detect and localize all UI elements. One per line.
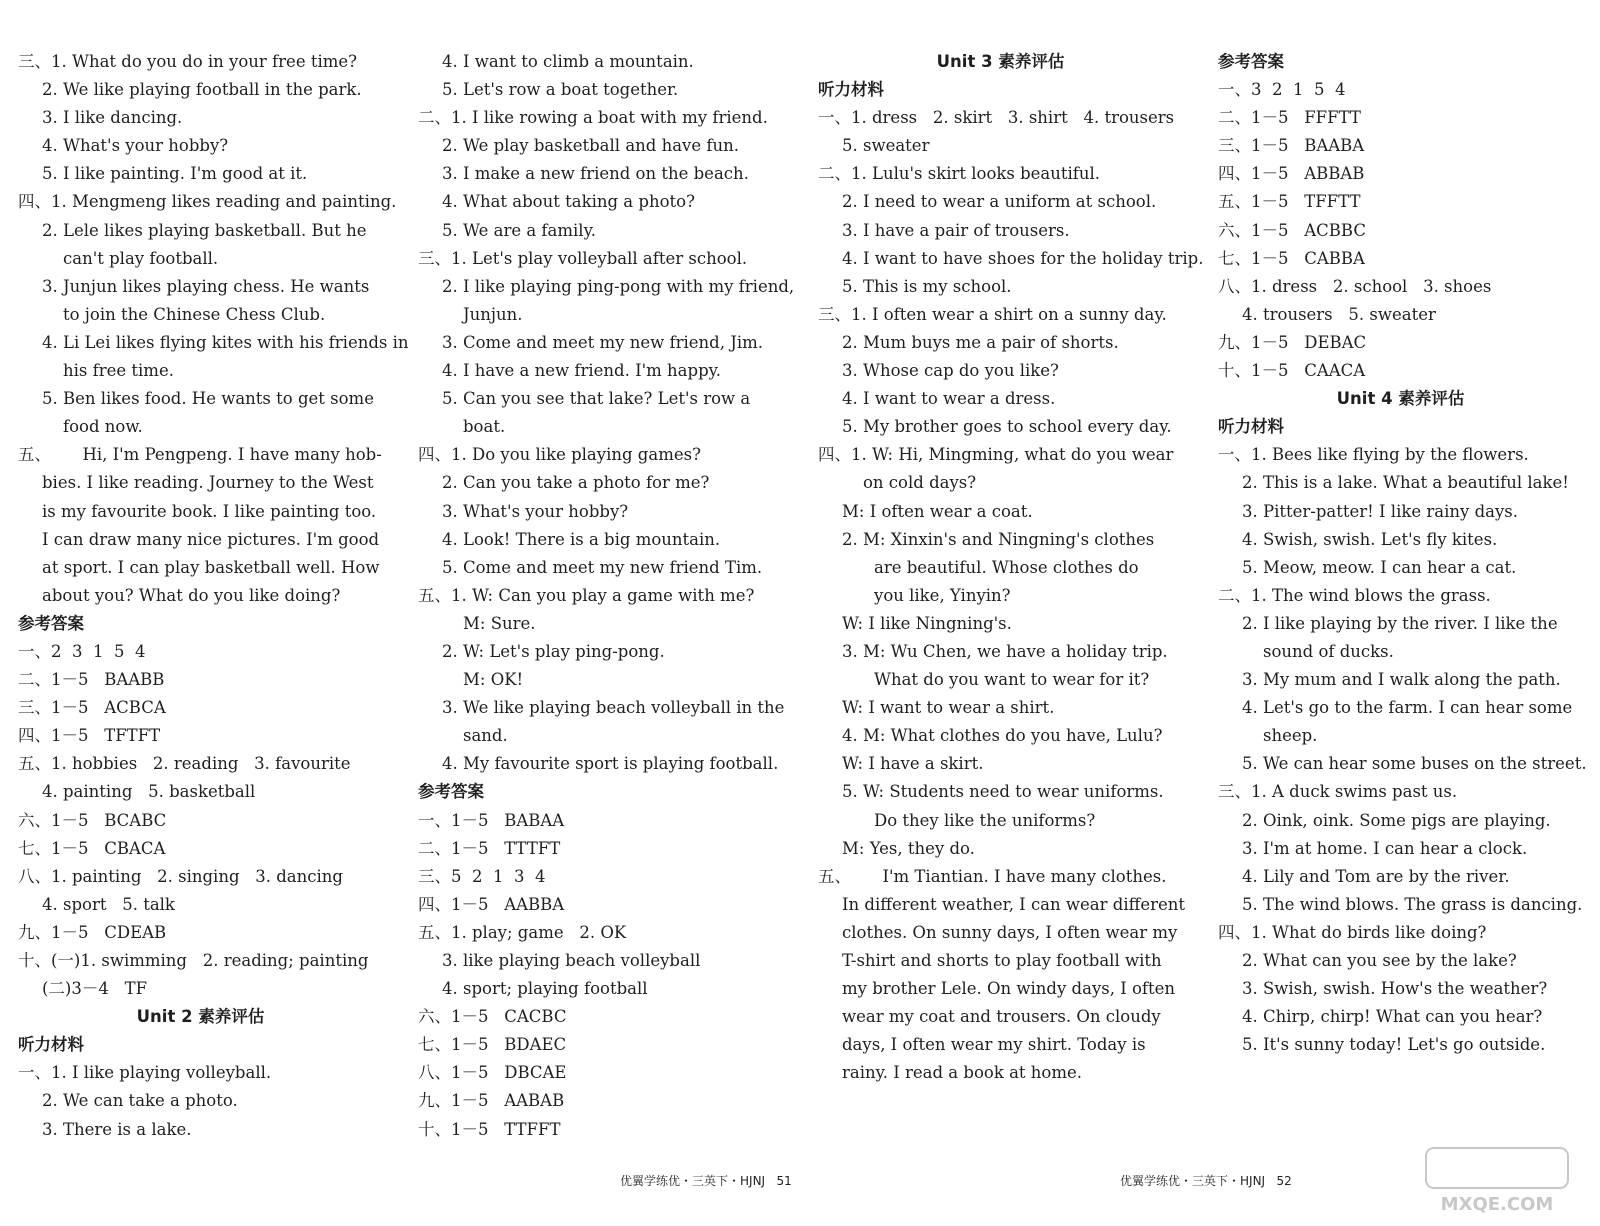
text-line: 5. We are a family. xyxy=(442,220,596,240)
text-line: M: Yes, they do. xyxy=(842,838,975,858)
page-footer-left: 优翼学练优・三英下・HJNJ 51 xyxy=(620,1174,792,1188)
text-line: 四、1. Mengmeng likes reading and painting. xyxy=(18,192,397,212)
text-line: In different weather, I can wear different xyxy=(842,894,1185,914)
text-line: 三、1. Let's play volleyball after school. xyxy=(418,248,748,268)
text-line: 4. What's your hobby? xyxy=(42,136,229,156)
text-line: sand. xyxy=(463,726,508,746)
text-line: 2. Oink, oink. Some pigs are playing. xyxy=(1242,810,1551,830)
text-line: What do you want to wear for it? xyxy=(874,670,1150,690)
text-line: M: OK! xyxy=(463,670,524,690)
text-line: about you? What do you like doing? xyxy=(42,585,341,605)
text-line: 5. sweater xyxy=(842,136,930,156)
text-line: 九、1－5 DEBAC xyxy=(1218,332,1367,352)
text-line: 三、1. A duck swims past us. xyxy=(1218,782,1458,802)
text-line: 5. Meow, meow. I can hear a cat. xyxy=(1242,557,1517,577)
text-line: 三、1－5 ACBCA xyxy=(18,698,166,718)
text-line: wear my coat and trousers. On cloudy xyxy=(842,1007,1161,1027)
section-heading: Unit 3 素养评估 xyxy=(936,52,1065,71)
text-line: 2. We can take a photo. xyxy=(42,1091,238,1111)
watermark-text: MXQE.COM xyxy=(1440,1194,1554,1215)
text-line: 七、1－5 CABBA xyxy=(1218,248,1365,268)
text-line: 二、1. The wind blows the grass. xyxy=(1218,585,1491,605)
text-line: 八、1. painting 2. singing 3. dancing xyxy=(18,866,343,886)
text-line: 一、1. dress 2. skirt 3. shirt 4. trousers xyxy=(818,108,1175,128)
text-line: 3. What's your hobby? xyxy=(442,501,629,521)
text-line: 4. sport 5. talk xyxy=(42,894,175,914)
text-line: 十、1－5 TTFFT xyxy=(418,1119,561,1139)
text-line: at sport. I can play basketball well. How xyxy=(42,557,380,577)
text-line: 2. Can you take a photo for me? xyxy=(442,473,710,493)
text-line: 4. Li Lei likes flying kites with his friends in xyxy=(42,332,409,352)
text-line: 5. Can you see that lake? Let's row a xyxy=(442,389,751,409)
text-line: 六、1－5 BCABC xyxy=(18,810,167,830)
text-line: 4. I want to climb a mountain. xyxy=(442,52,694,71)
text-line: food now. xyxy=(63,417,143,437)
text-line: 四、1. What do birds like doing? xyxy=(1218,922,1487,942)
text-line: 五、1. W: Can you play a game with me? xyxy=(418,585,755,605)
text-line: 八、1－5 DBCAE xyxy=(418,1063,567,1083)
text-line: 3. We like playing beach volleyball in the xyxy=(442,698,785,718)
text-line: 3. Come and meet my new friend, Jim. xyxy=(442,332,763,352)
section-heading: 听力材料 xyxy=(1218,417,1284,437)
text-line: his free time. xyxy=(63,361,174,381)
text-line: 2. We like playing football in the park. xyxy=(42,80,362,100)
text-line: days, I often wear my shirt. Today is xyxy=(842,1035,1146,1055)
text-line: 4. What about taking a photo? xyxy=(442,192,695,212)
text-line: 5. I like painting. I'm good at it. xyxy=(42,164,308,184)
text-line: 三、1. What do you do in your free time? xyxy=(18,52,357,71)
text-line: you like, Yinyin? xyxy=(874,585,1011,605)
text-line: 三、1. I often wear a shirt on a sunny day. xyxy=(818,304,1167,324)
text-line: 2. Mum buys me a pair of shorts. xyxy=(842,332,1119,352)
text-line: 五、1. hobbies 2. reading 3. favourite xyxy=(18,754,351,774)
text-line: 八、1. dress 2. school 3. shoes xyxy=(1218,276,1492,296)
text-line: 2. We play basketball and have fun. xyxy=(442,136,739,156)
text-line: clothes. On sunny days, I often wear my xyxy=(842,922,1178,942)
column-3 xyxy=(818,48,1204,1087)
text-line: Junjun. xyxy=(463,304,523,324)
text-line: 十、1－5 CAACA xyxy=(1218,361,1366,381)
text-line: 六、1－5 ACBBC xyxy=(1218,220,1366,240)
text-line: W: I like Ningning's. xyxy=(842,613,1012,633)
text-line: 4. My favourite sport is playing football. xyxy=(442,754,779,774)
text-line: my brother Lele. On windy days, I often xyxy=(842,979,1176,999)
text-line: 九、1－5 AABAB xyxy=(418,1091,565,1111)
text-line: 三、1－5 BAABA xyxy=(1218,136,1365,156)
text-line: M: Sure. xyxy=(463,613,536,633)
text-line: are beautiful. Whose clothes do xyxy=(874,557,1139,577)
text-line: 二、1. I like rowing a boat with my friend. xyxy=(418,108,768,128)
text-line: 3. There is a lake. xyxy=(42,1119,192,1139)
page-footer-right: 优翼学练优・三英下・HJNJ 52 xyxy=(1120,1174,1292,1188)
text-line: 3. I make a new friend on the beach. xyxy=(442,164,749,184)
section-heading: 参考答案 xyxy=(418,782,484,802)
text-line: 一、3 2 1 5 4 xyxy=(1218,80,1346,100)
text-line: 二、1－5 BAABB xyxy=(18,670,165,690)
text-line: 3. I'm at home. I can hear a clock. xyxy=(1242,838,1528,858)
text-line: 3. Swish, swish. How's the weather? xyxy=(1242,979,1548,999)
text-line: 一、1－5 BABAA xyxy=(418,810,565,830)
text-line: is my favourite book. I like painting too. xyxy=(42,501,377,521)
text-line: 五、 I'm Tiantian. I have many clothes. xyxy=(818,866,1167,886)
text-line: 2. I like playing ping-pong with my friend, xyxy=(442,276,795,296)
text-line: 3. like playing beach volleyball xyxy=(442,951,701,970)
text-line: 2. This is a lake. What a beautiful lake! xyxy=(1242,473,1569,493)
text-line: 二、1－5 FFFTT xyxy=(1218,108,1361,128)
text-line: 5. The wind blows. The grass is dancing. xyxy=(1242,894,1583,914)
text-line: 四、1－5 AABBA xyxy=(418,894,565,914)
text-line: 4. I have a new friend. I'm happy. xyxy=(442,361,722,381)
column-1 xyxy=(18,48,409,1144)
text-line: 一、2 3 1 5 4 xyxy=(18,641,146,661)
text-line: 2. W: Let's play ping-pong. xyxy=(442,641,665,661)
text-line: 2. I need to wear a uniform at school. xyxy=(842,192,1157,212)
text-line: 四、1－5 TFTFT xyxy=(18,726,161,746)
text-line: 5. It's sunny today! Let's go outside. xyxy=(1242,1035,1546,1055)
text-line: W: I want to wear a shirt. xyxy=(842,698,1055,718)
text-line: 二、1. Lulu's skirt looks beautiful. xyxy=(818,164,1101,184)
text-line: 4. painting 5. basketball xyxy=(42,782,256,802)
text-line: 四、1. Do you like playing games? xyxy=(418,445,701,465)
text-line: 七、1－5 BDAEC xyxy=(418,1035,567,1055)
text-line: 十、(一)1. swimming 2. reading; painting xyxy=(18,951,369,970)
text-line: 4. I want to wear a dress. xyxy=(842,389,1056,409)
text-line: boat. xyxy=(463,417,506,437)
text-line: sheep. xyxy=(1263,726,1318,746)
section-heading: 听力材料 xyxy=(818,80,884,100)
text-line: to join the Chinese Chess Club. xyxy=(63,304,326,324)
text-line: 4. Lily and Tom are by the river. xyxy=(1242,866,1510,886)
text-line: 三、5 2 1 3 4 xyxy=(418,866,546,886)
text-line: 4. trousers 5. sweater xyxy=(1242,304,1436,324)
section-heading: 参考答案 xyxy=(1218,52,1284,71)
section-heading: Unit 2 素养评估 xyxy=(136,1007,265,1027)
text-line: T-shirt and shorts to play football with xyxy=(842,951,1162,970)
text-line: 4. I want to have shoes for the holiday trip. xyxy=(842,248,1204,268)
text-line: 3. Pitter-patter! I like rainy days. xyxy=(1242,501,1518,521)
text-line: 4. Swish, swish. Let's fly kites. xyxy=(1242,529,1498,549)
text-line: 一、1. I like playing volleyball. xyxy=(18,1063,272,1083)
text-line: 5. Ben likes food. He wants to get some xyxy=(42,389,374,409)
text-line: 5. This is my school. xyxy=(842,276,1012,296)
section-heading: 听力材料 xyxy=(18,1035,84,1055)
text-line: 3. I have a pair of trousers. xyxy=(842,220,1070,240)
watermark-logo xyxy=(1422,1142,1572,1216)
text-line: 四、1. W: Hi, Mingming, what do you wear xyxy=(818,445,1174,465)
section-heading: 参考答案 xyxy=(18,613,84,633)
text-line: 3. Junjun likes playing chess. He wants xyxy=(42,276,370,296)
column-2 xyxy=(418,48,795,1144)
text-line: 九、1－5 CDEAB xyxy=(18,922,167,942)
text-line: 一、1. Bees like flying by the flowers. xyxy=(1218,445,1529,465)
text-line: 5. W: Students need to wear uniforms. xyxy=(842,782,1164,802)
text-line: 2. M: Xinxin's and Ningning's clothes xyxy=(842,529,1155,549)
text-line: rainy. I read a book at home. xyxy=(842,1063,1082,1083)
text-line: 5. Let's row a boat together. xyxy=(442,80,679,100)
text-line: 3. My mum and I walk along the path. xyxy=(1242,670,1561,690)
text-line: 4. sport; playing football xyxy=(442,979,648,999)
text-line: 3. Whose cap do you like? xyxy=(842,361,1059,381)
text-line: (二)3－4 TF xyxy=(42,979,148,999)
text-line: I can draw many nice pictures. I'm good xyxy=(42,529,380,549)
text-line: 五、1－5 TFFTT xyxy=(1218,192,1361,212)
text-line: 4. Let's go to the farm. I can hear some xyxy=(1242,698,1573,718)
text-line: 七、1－5 CBACA xyxy=(18,838,166,858)
text-line: 3. M: Wu Chen, we have a holiday trip. xyxy=(842,641,1168,661)
column-4 xyxy=(1218,48,1587,1059)
text-line: bies. I like reading. Journey to the West xyxy=(42,473,374,493)
text-line: on cold days? xyxy=(863,473,977,493)
text-line: 4. Look! There is a big mountain. xyxy=(442,529,721,549)
text-line: 5. We can hear some buses on the street. xyxy=(1242,754,1587,774)
text-line: 4. Chirp, chirp! What can you hear? xyxy=(1242,1007,1543,1027)
text-line: 五、 Hi, I'm Pengpeng. I have many hob- xyxy=(18,445,382,465)
text-line: 四、1－5 ABBAB xyxy=(1218,164,1365,184)
text-line: 3. I like dancing. xyxy=(42,108,183,128)
text-line: M: I often wear a coat. xyxy=(842,501,1033,521)
text-line: W: I have a skirt. xyxy=(842,754,984,774)
text-line: 六、1－5 CACBC xyxy=(418,1007,567,1027)
text-line: 2. I like playing by the river. I like the xyxy=(1242,613,1558,633)
text-line: Do they like the uniforms? xyxy=(874,810,1096,830)
text-line: sound of ducks. xyxy=(1263,641,1394,661)
text-line: 二、1－5 TTTFT xyxy=(418,838,561,858)
text-line: 五、1. play; game 2. OK xyxy=(418,922,627,942)
text-line: 5. Come and meet my new friend Tim. xyxy=(442,557,763,577)
text-line: 4. M: What clothes do you have, Lulu? xyxy=(842,726,1163,746)
text-line: 5. My brother goes to school every day. xyxy=(842,417,1172,437)
text-line: 2. Lele likes playing basketball. But he xyxy=(42,220,367,240)
text-line: can't play football. xyxy=(63,248,219,268)
section-heading: Unit 4 素养评估 xyxy=(1336,389,1465,409)
text-line: 2. What can you see by the lake? xyxy=(1242,951,1517,970)
